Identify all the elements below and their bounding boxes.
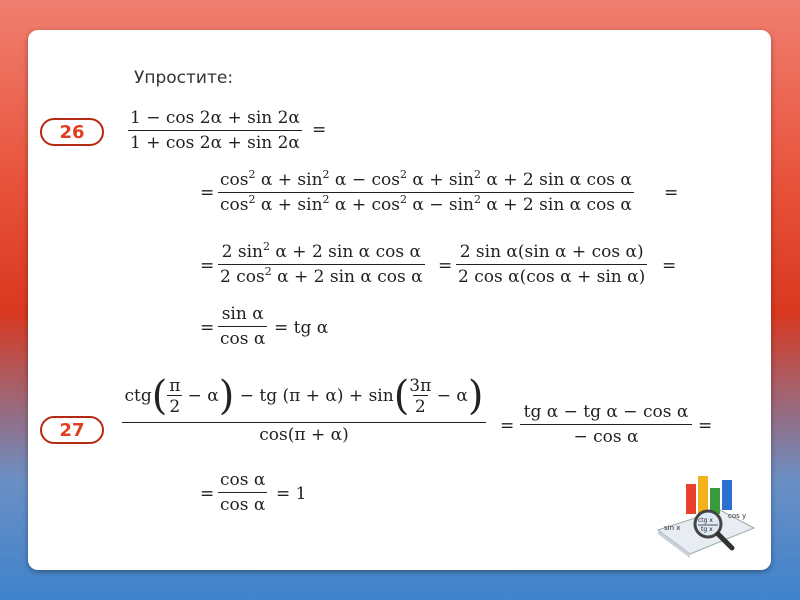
fraction-denominator: cos(π + α)	[122, 422, 486, 445]
icon-label: cos y	[728, 512, 747, 520]
equals-sign: =	[438, 256, 453, 276]
math-chart-icon	[650, 470, 760, 560]
fraction-numerator: 2 sin α(sin α + cos α)	[459, 242, 644, 262]
fraction-numerator: $\cos^2 \alpha + \sin^2 \alpha - \cos^2 \alpha + \sin^2 \alpha + 2$ sin α cos α	[220, 168, 632, 190]
result-27: = 1	[276, 484, 307, 504]
fraction-denominator: − cos α	[520, 424, 692, 447]
problem-number-27: 27	[40, 416, 104, 444]
equals-sign: =	[698, 416, 713, 436]
equals-sign: =	[200, 183, 215, 203]
fraction-numerator: sin α	[221, 304, 264, 324]
icon-label: tg x	[701, 526, 713, 533]
fraction-26-step2	[218, 242, 425, 287]
fraction-denominator: 2 cos α(cos α + sin α)	[456, 264, 647, 287]
fraction-27-step1	[520, 402, 692, 447]
icon-label: sin x	[664, 524, 681, 532]
equals-sign: =	[500, 416, 515, 436]
fraction-numerator: 2 $\sin^2 \alpha + 2$ sin α cos α	[221, 240, 421, 262]
fraction-26-step4	[218, 304, 267, 349]
fraction-denominator: 1 + cos 2α + sin 2α	[128, 130, 302, 153]
fraction-numerator: cos α	[220, 470, 266, 490]
fraction-26-step1	[218, 170, 634, 215]
fraction-numerator: tg α − tg α − cos α	[523, 402, 689, 422]
equals-sign: =	[200, 484, 215, 504]
fraction-denominator: cos α	[218, 492, 267, 515]
result-26: = tg α	[274, 318, 329, 338]
fraction-26-original	[128, 108, 302, 153]
fraction-27-step2	[218, 470, 267, 515]
problem-number-26: 26	[40, 118, 104, 146]
equals-sign: =	[662, 256, 677, 276]
fraction-numerator: ctg( $\frac{\pi}{2}$ − α) − tg (π + α) + sin( $\frac{3\pi}{2}$ − α)	[124, 373, 484, 419]
equals-sign: =	[664, 183, 679, 203]
icon-label: ctg x	[698, 517, 713, 524]
equals-sign: =	[200, 318, 215, 338]
fraction-denominator: cos α	[218, 326, 267, 349]
fraction-denominator: 2 $\cos^2 \alpha + 2$ sin α cos α	[220, 265, 423, 287]
equals-sign: =	[200, 256, 215, 276]
fraction-27-original	[122, 372, 486, 445]
fraction-numerator: 1 − cos 2α + sin 2α	[130, 108, 300, 128]
equals-sign: =	[312, 120, 327, 140]
fraction-denominator: $\cos^2 \alpha + \sin^2 \alpha + \cos^2 \alpha - \sin^2 \alpha + 2$ sin α cos α	[220, 193, 632, 215]
task-title: Упростите:	[134, 68, 234, 88]
fraction-26-step3	[456, 242, 647, 287]
